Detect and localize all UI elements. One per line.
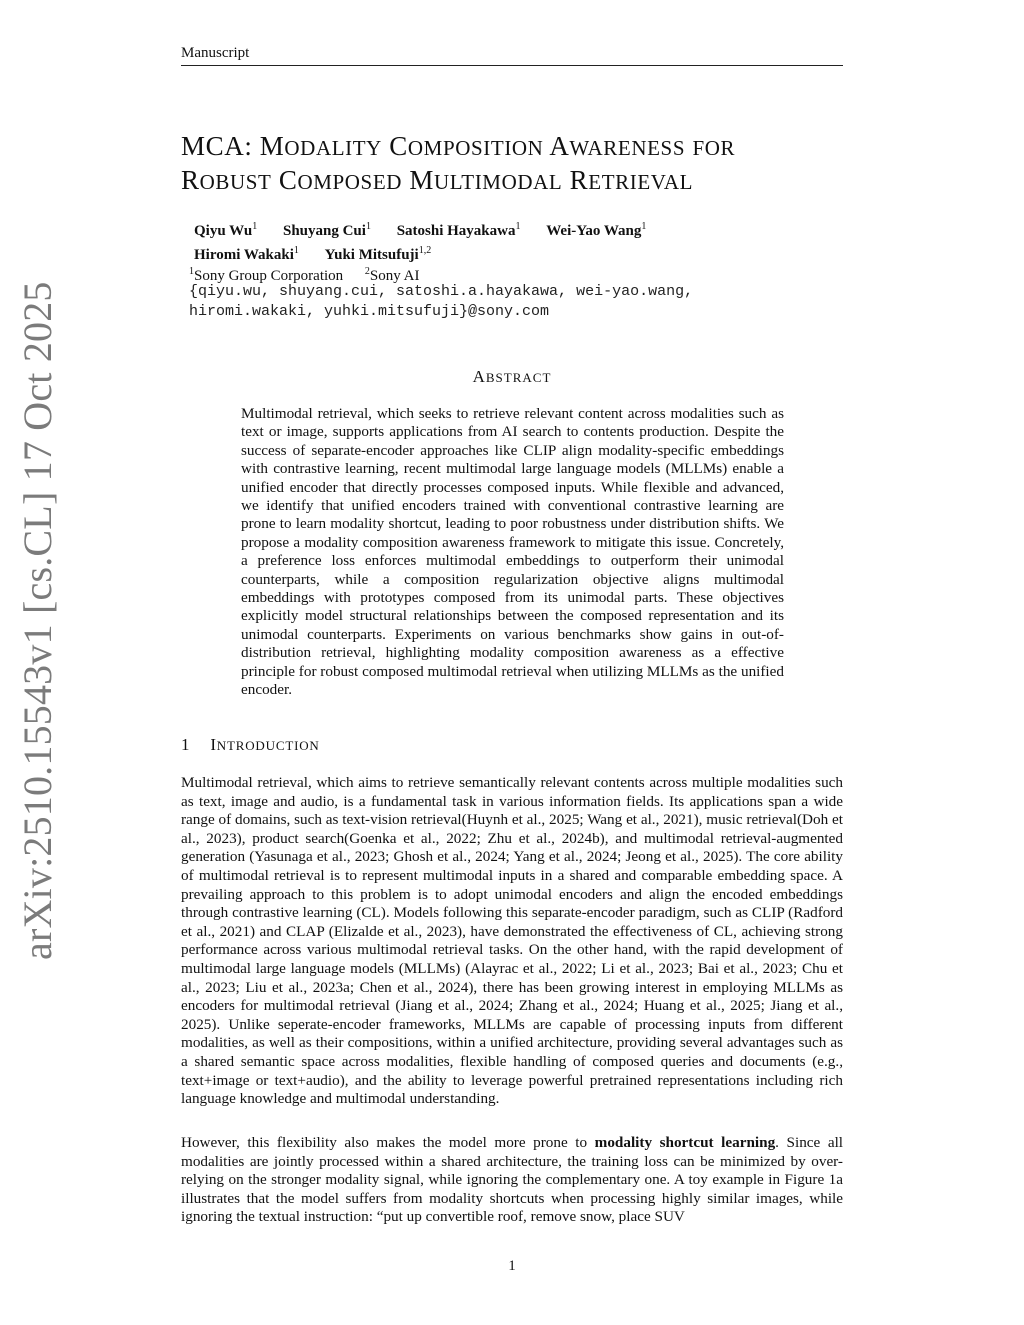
affiliation: $^1$Sony Group Corporation: [189, 266, 344, 284]
author: Shuyang Cui$^1$: [282, 221, 371, 239]
bold-term: modality shortcut learning: [594, 1134, 776, 1151]
author-list: [194, 217, 834, 265]
affiliation: $^2$Sony AI: [364, 266, 420, 284]
author: Hiromi Wakaki$^1$: [194, 245, 299, 263]
author-emails: [189, 282, 849, 322]
email-line: {qiyu.wu, shuyang.cui, satoshi.a.hayakawa, wei-yao.wang,: [189, 283, 694, 300]
author: Yuki Mitsufuji$^{1,2}$: [324, 245, 432, 263]
paper-title: [181, 130, 846, 198]
title-line-1: MCA: MODALITY COMPOSITION AWARENESS FOR: [181, 131, 736, 161]
author: Satoshi Hayakawa$^1$: [396, 221, 521, 239]
email-line: hiromi.wakaki, yuhki.mitsufuji}@sony.com: [189, 303, 550, 320]
section-title: INTRODUCTION: [210, 735, 320, 754]
author: Wei-Yao Wang$^1$: [546, 221, 647, 239]
paragraph: However, this flexibility also makes the model more prone to modality shortcut learning. Since all modalities are jointly processed within a shared architecture, the training loss can be minimized by over-relying on the stronger modality signal, while ignoring the complementary one. A toy example in Figure 1a illustrates that the model suffers from modality shortcuts when processing highly similar images, while ignoring the textual instruction: “put up convertible roof, remove snow, place SUV: [181, 1134, 844, 1226]
page-number: 1: [508, 1258, 516, 1274]
running-head: Manuscript: [181, 44, 843, 66]
paragraph: Multimodal retrieval, which aims to retrieve semantically relevant contents across multiple modalities such as text, image and audio, is a fundamental task in various information fields. Its applications span a wide range of domains, such as text-vision retrieval(Huynh et al., 2025; Wang et al., 2021), music retrieval(Doh et al., 2023), product search(Goenka et al., 2022; Zhu et al., 2024b), and multimodal retrieval-augmented generation (Yasunaga et al., 2023; Ghosh et al., 2024; Yang et al., 2024; Jeong et al., 2025). The core ability of multimodal retrieval is to represent multimodal inputs in a shared and comparable embedding space. A prevailing approach to this problem is to adopt unimodal encoders and align the encoded embeddings through contrastive learning (CL). Models following this separate-encoder paradigm, such as CLIP (Radford et al., 2021) and CLAP (Elizalde et al., 2023), have demonstrated the effectiveness of CL, achieving strong performance across various multimodal retrieval tasks. On the other hand, with the rapid development of multimodal large language models (MLLMs) (Alayrac et al., 2022; Li et al., 2023; Bai et al., 2023; Chu et al., 2023; Liu et al., 2023a; Chen et al., 2024), there has been growing interest in employing MLLMs as encoders for multimodal retrieval (Jiang et al., 2024; Zhang et al., 2024; Huang et al., 2025; Jiang et al., 2025). Unlike seperate-encoder frameworks, MLLMs are capable of processing inputs from different modalities, as well as their compositions, within a unified architecture, providing several advantages such as a shared semantic space across modalities, flexible handling of composed queries and documents (e.g., text+image or text+audio), and the ability to leverage powerful pretrained representations including rich language knowledge and multimodal understanding.: [181, 774, 843, 1108]
section-number: 1: [181, 735, 191, 754]
title-line-2: ROBUST COMPOSED MULTIMODAL RETRIEVAL: [181, 165, 694, 195]
abstract-heading: ABSTRACT: [472, 367, 552, 386]
abstract-text: Multimodal retrieval, which seeks to retrieve relevant content across modalities such as text or image, supports applications from AI search to contents production. Despite the success of separate-encoder approaches like CLIP align modality-specific embeddings with contrastive learning, recent multimodal large language models (MLLMs) enable a unified encoder that directly processes composed inputs. While flexible and advanced, we identify that unified encoders trained with conventional contrastive learning are prone to learn modality shortcut, leading to poor robustness under distribution shifts. We propose a modality composition awareness framework to mitigate this issue. Concretely, a preference loss enforces multimodal embeddings to outperform their unimodal counterparts, while a composition regularization objective aligns multimodal embeddings with prototypes composed from its unimodal parts. These objectives explicitly model structural relationships between the composed representation and its unimodal counterparts. Experiments on various benchmarks show gains in out-of-distribution retrieval, highlighting modality composition awareness as a effective principle for robust composed multimodal retrieval when utilizing MLLMs as the unified encoder.: [241, 405, 784, 699]
section-heading: [181, 735, 843, 755]
author: Qiyu Wu$^1$: [194, 221, 258, 239]
arxiv-identifier: arXiv:2510.15543v1 [cs.CL] 17 Oct 2025: [15, 281, 60, 960]
